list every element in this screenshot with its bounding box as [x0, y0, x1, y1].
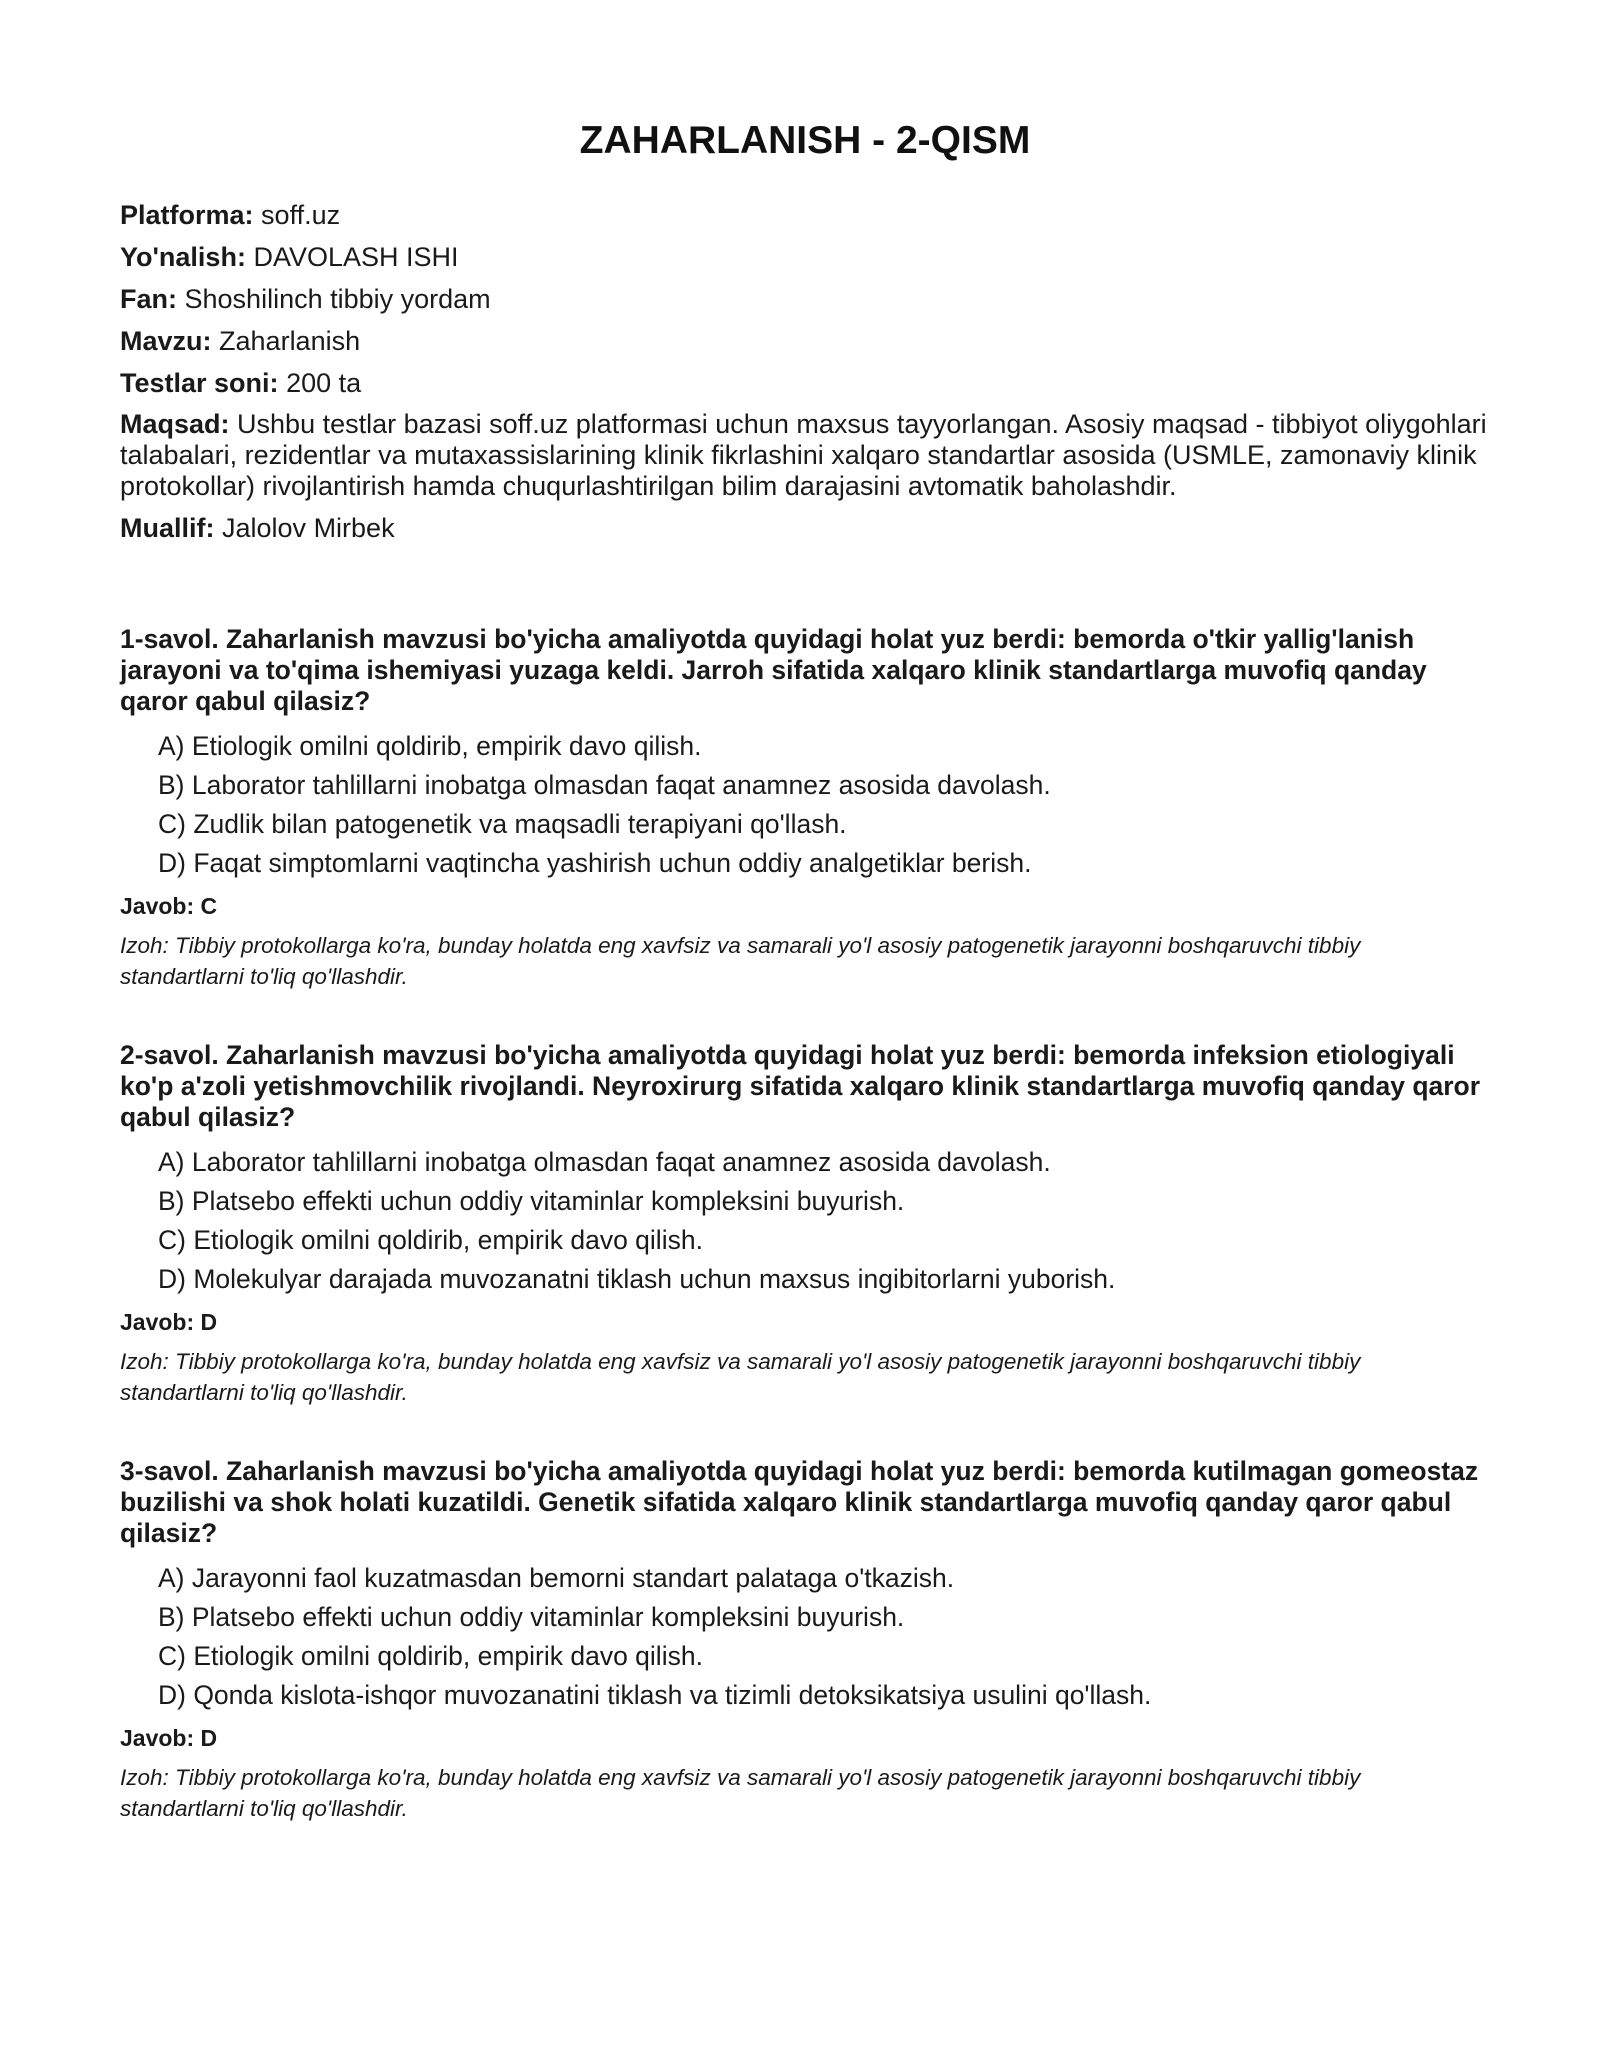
option-c: C) Etiologik omilni qoldirib, empirik davo qilish.: [158, 1640, 703, 1671]
meta-value: soff.uz: [261, 199, 341, 230]
meta-topic: [120, 325, 1490, 357]
option-a: A) Laborator tahlillarni inobatga olmasdan faqat anamnez asosida davolash.: [158, 1146, 1051, 1177]
meta-subject: [120, 283, 1490, 315]
meta-author: [120, 512, 1490, 544]
meta-key: Muallif:: [120, 512, 215, 543]
document-title: ZAHARLANISH - 2-QISM: [579, 119, 1031, 162]
meta-value: Shoshilinch tibbiy yordam: [184, 283, 491, 314]
meta-value: 200 ta: [286, 367, 362, 398]
explanation-note: Izoh: Tibbiy protokollarga ko'ra, bunday holatda eng xavfsiz va samarali yo'l asosiy patogenetik jarayonni boshqaruvchi tibbiy standartlarni to'liq qo'llashdir.: [120, 1348, 1361, 1405]
question-3: [120, 1456, 1490, 1824]
option-a: A) Etiologik omilni qoldirib, empirik davo qilish.: [158, 730, 702, 761]
questions-list: [120, 624, 1490, 1824]
option-b: B) Platsebo effekti uchun oddiy vitaminlar kompleksini buyurish.: [158, 1601, 905, 1632]
answer-label: Javob: D: [120, 1308, 218, 1335]
question-text: 1-savol. Zaharlanish mavzusi bo'yicha amaliyotda quyidagi holat yuz berdi: bemorda o'tkir yallig'lanish jarayoni va to'qima ishemiyasi yuzaga keldi. Jarroh sifatida xalqaro klinik standartlarga muvofiq qanday qaror qabul qilasiz?: [120, 623, 1427, 716]
meta-key: Fan:: [120, 283, 177, 314]
answer-label: Javob: C: [120, 892, 218, 919]
option-b: B) Platsebo effekti uchun oddiy vitaminlar kompleksini buyurish.: [158, 1185, 905, 1216]
question-1: [120, 624, 1490, 992]
metadata-section: [120, 199, 1490, 544]
meta-platform: [120, 199, 1490, 231]
option-d: D) Faqat simptomlarni vaqtincha yashirish uchun oddiy analgetiklar berish.: [158, 847, 1032, 878]
question-text: 2-savol. Zaharlanish mavzusi bo'yicha amaliyotda quyidagi holat yuz berdi: bemorda infeksion etiologiyali ko'p a'zoli yetishmovchilik rivojlandi. Neyroxirurg sifatida xalqaro klinik standartlarga muvofiq qanday qaror qabul qilasiz?: [120, 1039, 1481, 1132]
meta-value: DAVOLASH ISHI: [253, 241, 459, 272]
option-b: B) Laborator tahlillarni inobatga olmasdan faqat anamnez asosida davolash.: [158, 769, 1051, 800]
meta-key: Mavzu:: [120, 325, 212, 356]
meta-value: Jalolov Mirbek: [222, 512, 395, 543]
meta-purpose: [120, 409, 1490, 502]
explanation-note: Izoh: Tibbiy protokollarga ko'ra, bunday holatda eng xavfsiz va samarali yo'l asosiy patogenetik jarayonni boshqaruvchi tibbiy standartlarni to'liq qo'llashdir.: [120, 1764, 1361, 1821]
meta-test-count: [120, 367, 1490, 399]
option-d: D) Molekulyar darajada muvozanatni tiklash uchun maxsus ingibitorlarni yuborish.: [158, 1263, 1116, 1294]
meta-key: Maqsad:: [120, 408, 230, 439]
explanation-note: Izoh: Tibbiy protokollarga ko'ra, bunday holatda eng xavfsiz va samarali yo'l asosiy patogenetik jarayonni boshqaruvchi tibbiy standartlarni to'liq qo'llashdir.: [120, 932, 1361, 989]
option-c: C) Etiologik omilni qoldirib, empirik davo qilish.: [158, 1224, 703, 1255]
document-page: [120, 118, 1490, 1872]
option-a: A) Jarayonni faol kuzatmasdan bemorni standart palataga o'tkazish.: [158, 1562, 955, 1593]
meta-key: Yo'nalish:: [120, 241, 246, 272]
option-c: C) Zudlik bilan patogenetik va maqsadli terapiyani qo'llash.: [158, 808, 847, 839]
meta-key: Testlar soni:: [120, 367, 279, 398]
meta-direction: [120, 241, 1490, 273]
meta-value: Zaharlanish: [219, 325, 361, 356]
meta-key: Platforma:: [120, 199, 254, 230]
meta-value: Ushbu testlar bazasi soff.uz platformasi uchun maxsus tayyorlangan. Asosiy maqsad - tibbiyot oliygohlari talabalari, rezidentlar va mutaxassislarining klinik fikrlashini xalqaro standartlar asosida (USMLE, zamonaviy klinik protokollar) rivojlantirish hamda chuqurlashtirilgan bilim darajasini avtomatik baholashdir.: [120, 408, 1487, 501]
option-d: D) Qonda kislota-ishqor muvozanatini tiklash va tizimli detoksikatsiya usulini qo'llash.: [158, 1679, 1152, 1710]
answer-label: Javob: D: [120, 1724, 218, 1751]
question-2: [120, 1040, 1490, 1408]
question-text: 3-savol. Zaharlanish mavzusi bo'yicha amaliyotda quyidagi holat yuz berdi: bemorda kutilmagan gomeostaz buzilishi va shok holati kuzatildi. Genetik sifatida xalqaro klinik standartlarga muvofiq qanday qaror qabul qilasiz?: [120, 1455, 1479, 1548]
